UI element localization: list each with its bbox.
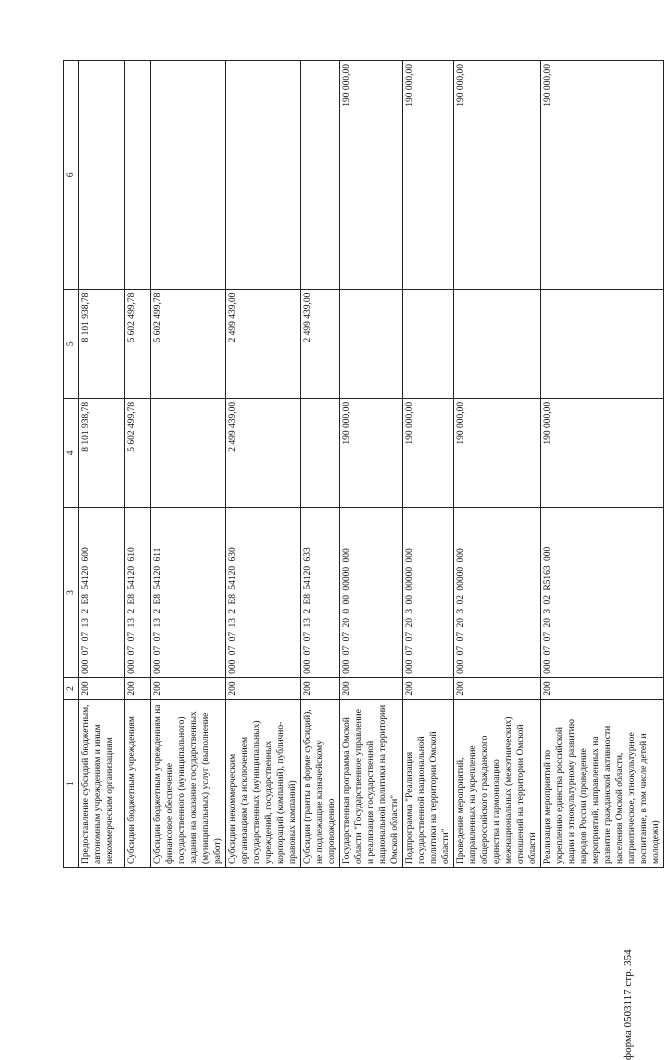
rotated-table-wrapper [63, 60, 661, 868]
table-row [125, 61, 151, 868]
row-budget-code: 000 07 07 13 2 E8 54120 611 [151, 508, 226, 678]
row-executed: 5 602 499,78 [151, 289, 226, 398]
row-budget-code: 000 07 07 20 0 00 00000 000 [340, 508, 403, 678]
row-approved [151, 398, 226, 507]
row-budget-code: 000 07 07 13 2 E8 54120 610 [125, 508, 151, 678]
row-line-code: 200 [226, 677, 301, 699]
row-name: Предоставление субсидий бюджетным, автономным учреждениям и иным некоммерческим организациям [79, 700, 125, 868]
row-line-code: 200 [79, 677, 125, 699]
header-col-2: 2 [64, 677, 79, 699]
row-unexecuted [301, 61, 340, 290]
budget-table [63, 60, 664, 868]
row-budget-code: 000 07 07 20 3 02 R5163 000 [541, 508, 664, 678]
row-name: Субсидии бюджетным учреждениям на финансовое обеспечение государственного (муниципального) задания на оказание государственных (муниципальных) услуг (выполнение работ) [151, 700, 226, 868]
table-row [151, 61, 226, 868]
row-line-code: 200 [340, 677, 403, 699]
table-row [340, 61, 403, 868]
page-label: форма 0503117 стр. 354 [622, 949, 634, 1060]
row-name: Субсидии некоммерческим организациям (за исключением государственных (муниципальных) учреждений, государственных корпораций (компаний), публично-правовых компаний) [226, 700, 301, 868]
row-executed: 8 101 938,78 [79, 289, 125, 398]
row-line-code: 200 [151, 677, 226, 699]
row-name: Субсидии бюджетным учреждениям [125, 700, 151, 868]
table-row [301, 61, 340, 868]
row-executed [541, 289, 664, 398]
row-approved: 5 602 499,78 [125, 398, 151, 507]
row-executed: 2 499 439,00 [226, 289, 301, 398]
table-row [454, 61, 541, 868]
row-approved: 190 000,00 [403, 398, 454, 507]
header-col-6: 6 [64, 61, 79, 290]
header-col-3: 3 [64, 508, 79, 678]
row-executed [403, 289, 454, 398]
row-budget-code: 000 07 07 13 2 E8 54120 600 [79, 508, 125, 678]
row-line-code: 200 [454, 677, 541, 699]
row-line-code: 200 [403, 677, 454, 699]
row-approved: 2 499 439,00 [226, 398, 301, 507]
row-approved: 190 000,00 [340, 398, 403, 507]
row-budget-code: 000 07 07 20 3 00 00000 000 [403, 508, 454, 678]
row-approved: 8 101 938,78 [79, 398, 125, 507]
row-budget-code: 000 07 07 13 2 E8 54120 633 [301, 508, 340, 678]
table-row [226, 61, 301, 868]
row-name: Государственная программа Омской области "Государственное управление и реализация государственной национальной политики на территории Омской области" [340, 700, 403, 868]
header-col-4: 4 [64, 398, 79, 507]
row-unexecuted: 190 000,00 [454, 61, 541, 290]
row-approved: 190 000,00 [541, 398, 664, 507]
row-executed: 2 499 439,00 [301, 289, 340, 398]
row-line-code: 200 [541, 677, 664, 699]
row-unexecuted [79, 61, 125, 290]
row-name: Реализация мероприятий по укреплению единства российской нации и этнокультурному развитию народов России (проведение мероприятий, направленных на развитие гражданской активности населения Омской области, патриотическое, этнокультурное воспитание, в том числе детей и молодежи) [541, 700, 664, 868]
row-budget-code: 000 07 07 13 2 E8 54120 630 [226, 508, 301, 678]
row-line-code: 200 [125, 677, 151, 699]
header-row [64, 61, 79, 868]
table-row [403, 61, 454, 868]
row-executed: 5 602 499,78 [125, 289, 151, 398]
header-col-5: 5 [64, 289, 79, 398]
row-executed [340, 289, 403, 398]
header-col-1: 1 [64, 700, 79, 868]
row-unexecuted [151, 61, 226, 290]
table-row [541, 61, 664, 868]
table-row [79, 61, 125, 868]
row-unexecuted [125, 61, 151, 290]
row-line-code: 200 [301, 677, 340, 699]
row-approved [301, 398, 340, 507]
row-name: Проведение мероприятий, направленных на укрепление общероссийского гражданского единства и гармонизацию межнациональных (межэтнических) отношений на территории Омской области [454, 700, 541, 868]
row-budget-code: 000 07 07 20 3 02 00000 000 [454, 508, 541, 678]
row-executed [454, 289, 541, 398]
row-unexecuted: 190 000,00 [403, 61, 454, 290]
row-unexecuted [226, 61, 301, 290]
row-unexecuted: 190 000,00 [340, 61, 403, 290]
row-unexecuted: 190 000,00 [541, 61, 664, 290]
row-approved: 190 000,00 [454, 398, 541, 507]
row-name: Субсидии (гранты в форме субсидий), не подлежащие казначейскому сопровождению [301, 700, 340, 868]
row-name: Подпрограмма "Реализация государственной национальной политики на территории Омской области" [403, 700, 454, 868]
